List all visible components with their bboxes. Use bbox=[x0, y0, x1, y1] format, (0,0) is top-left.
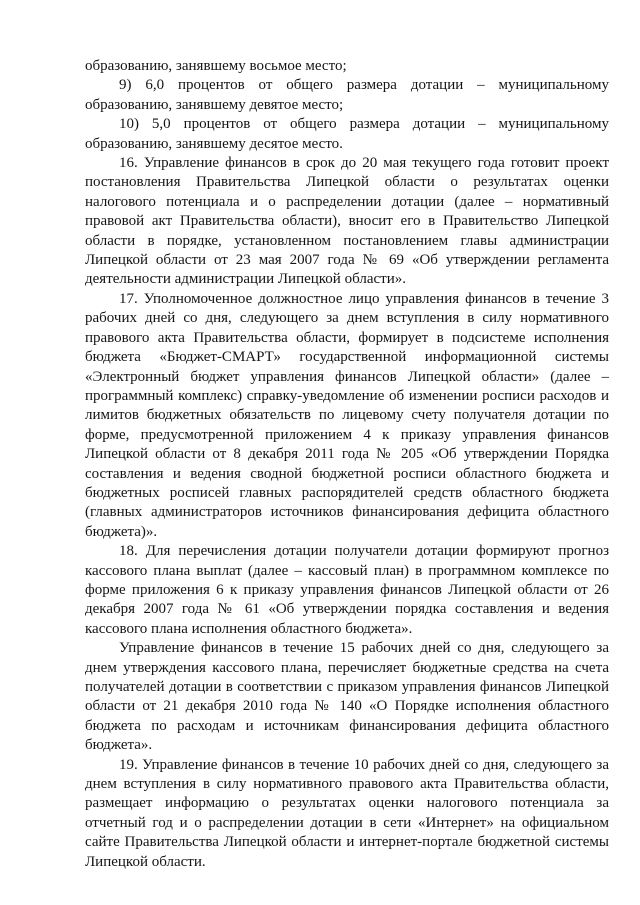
paragraph-18: 18. Для перечисления дотации получатели дотации формируют прогноз кассового плана выплат (далее – кассовый план) в программном комплексе по форме приложения 6 к приказу управления финансов Липецкой области от 26 декабря 2007 года № 61 «Об утверждении порядка составления и ведения кассового плана исполнения областного бюджета». bbox=[85, 543, 609, 637]
paragraph-item-9: 9) 6,0 процентов от общего размера дотации – муниципальному образованию, занявшему девятое место; bbox=[85, 77, 609, 113]
document-page bbox=[85, 57, 609, 872]
paragraph-item-10: 10) 5,0 процентов от общего размера дотации – муниципальному образованию, занявшему десятое место. bbox=[85, 116, 609, 152]
paragraph-16: 16. Управление финансов в срок до 20 мая текущего года готовит проект постановления Правительства Липецкой области о результатах оценки налогового потенциала и о распределении дотации (далее – нормативный правовой акт Правительства области), вносит его в Правительство Липецкой области в порядке, установленном постановлением главы администрации Липецкой области от 23 мая 2007 года № 69 «Об утверждении регламента деятельности администрации Липецкой области». bbox=[85, 155, 609, 288]
paragraph-item-8-end: образованию, занявшему восьмое место; bbox=[85, 58, 347, 74]
paragraph-17: 17. Уполномоченное должностное лицо управления финансов в течение 3 рабочих дней со дня, следующего за днем вступления в силу нормативного правового акта Правительства области, формирует в подсистеме исполнения бюджета «Бюджет-СМАРТ» государственной информационной системы «Электронный бюджет управления финансов Липецкой области» (далее – программный комплекс) справку-уведомление об изменении росписи расходов и лимитов бюджетных обязательств по лицевому счету получателя дотации по форме, предусмотренной приложением 4 к приказу управления финансов Липецкой области от 8 декабря 2011 года № 205 «Об утверждении Порядка составления и ведения сводной бюджетной росписи областного бюджета и бюджетных росписей главных распорядителей средств областного бюджета (главных администраторов источников финансирования дефицита областного бюджета)». bbox=[85, 290, 609, 540]
paragraph-18-continued: Управление финансов в течение 15 рабочих дней со дня, следующего за днем утверждения кассового плана, перечисляет бюджетные средства на счета получателей дотации в соответствии с приказом управления финансов Липецкой области от 21 декабря 2010 года № 140 «О Порядке исполнения областного бюджета по расходам и источникам финансирования дефицита областного бюджета». bbox=[85, 640, 609, 754]
paragraph-19: 19. Управление финансов в течение 10 рабочих дней со дня, следующего за днем вступления в силу нормативного правового акта Правительства области, размещает информацию о результатах оценки налогового потенциала за отчетный год и о распределении дотации в сети «Интернет» на официальном сайте Правительства Липецкой области и интернет-портале бюджетной системы Липецкой области. bbox=[85, 756, 609, 870]
